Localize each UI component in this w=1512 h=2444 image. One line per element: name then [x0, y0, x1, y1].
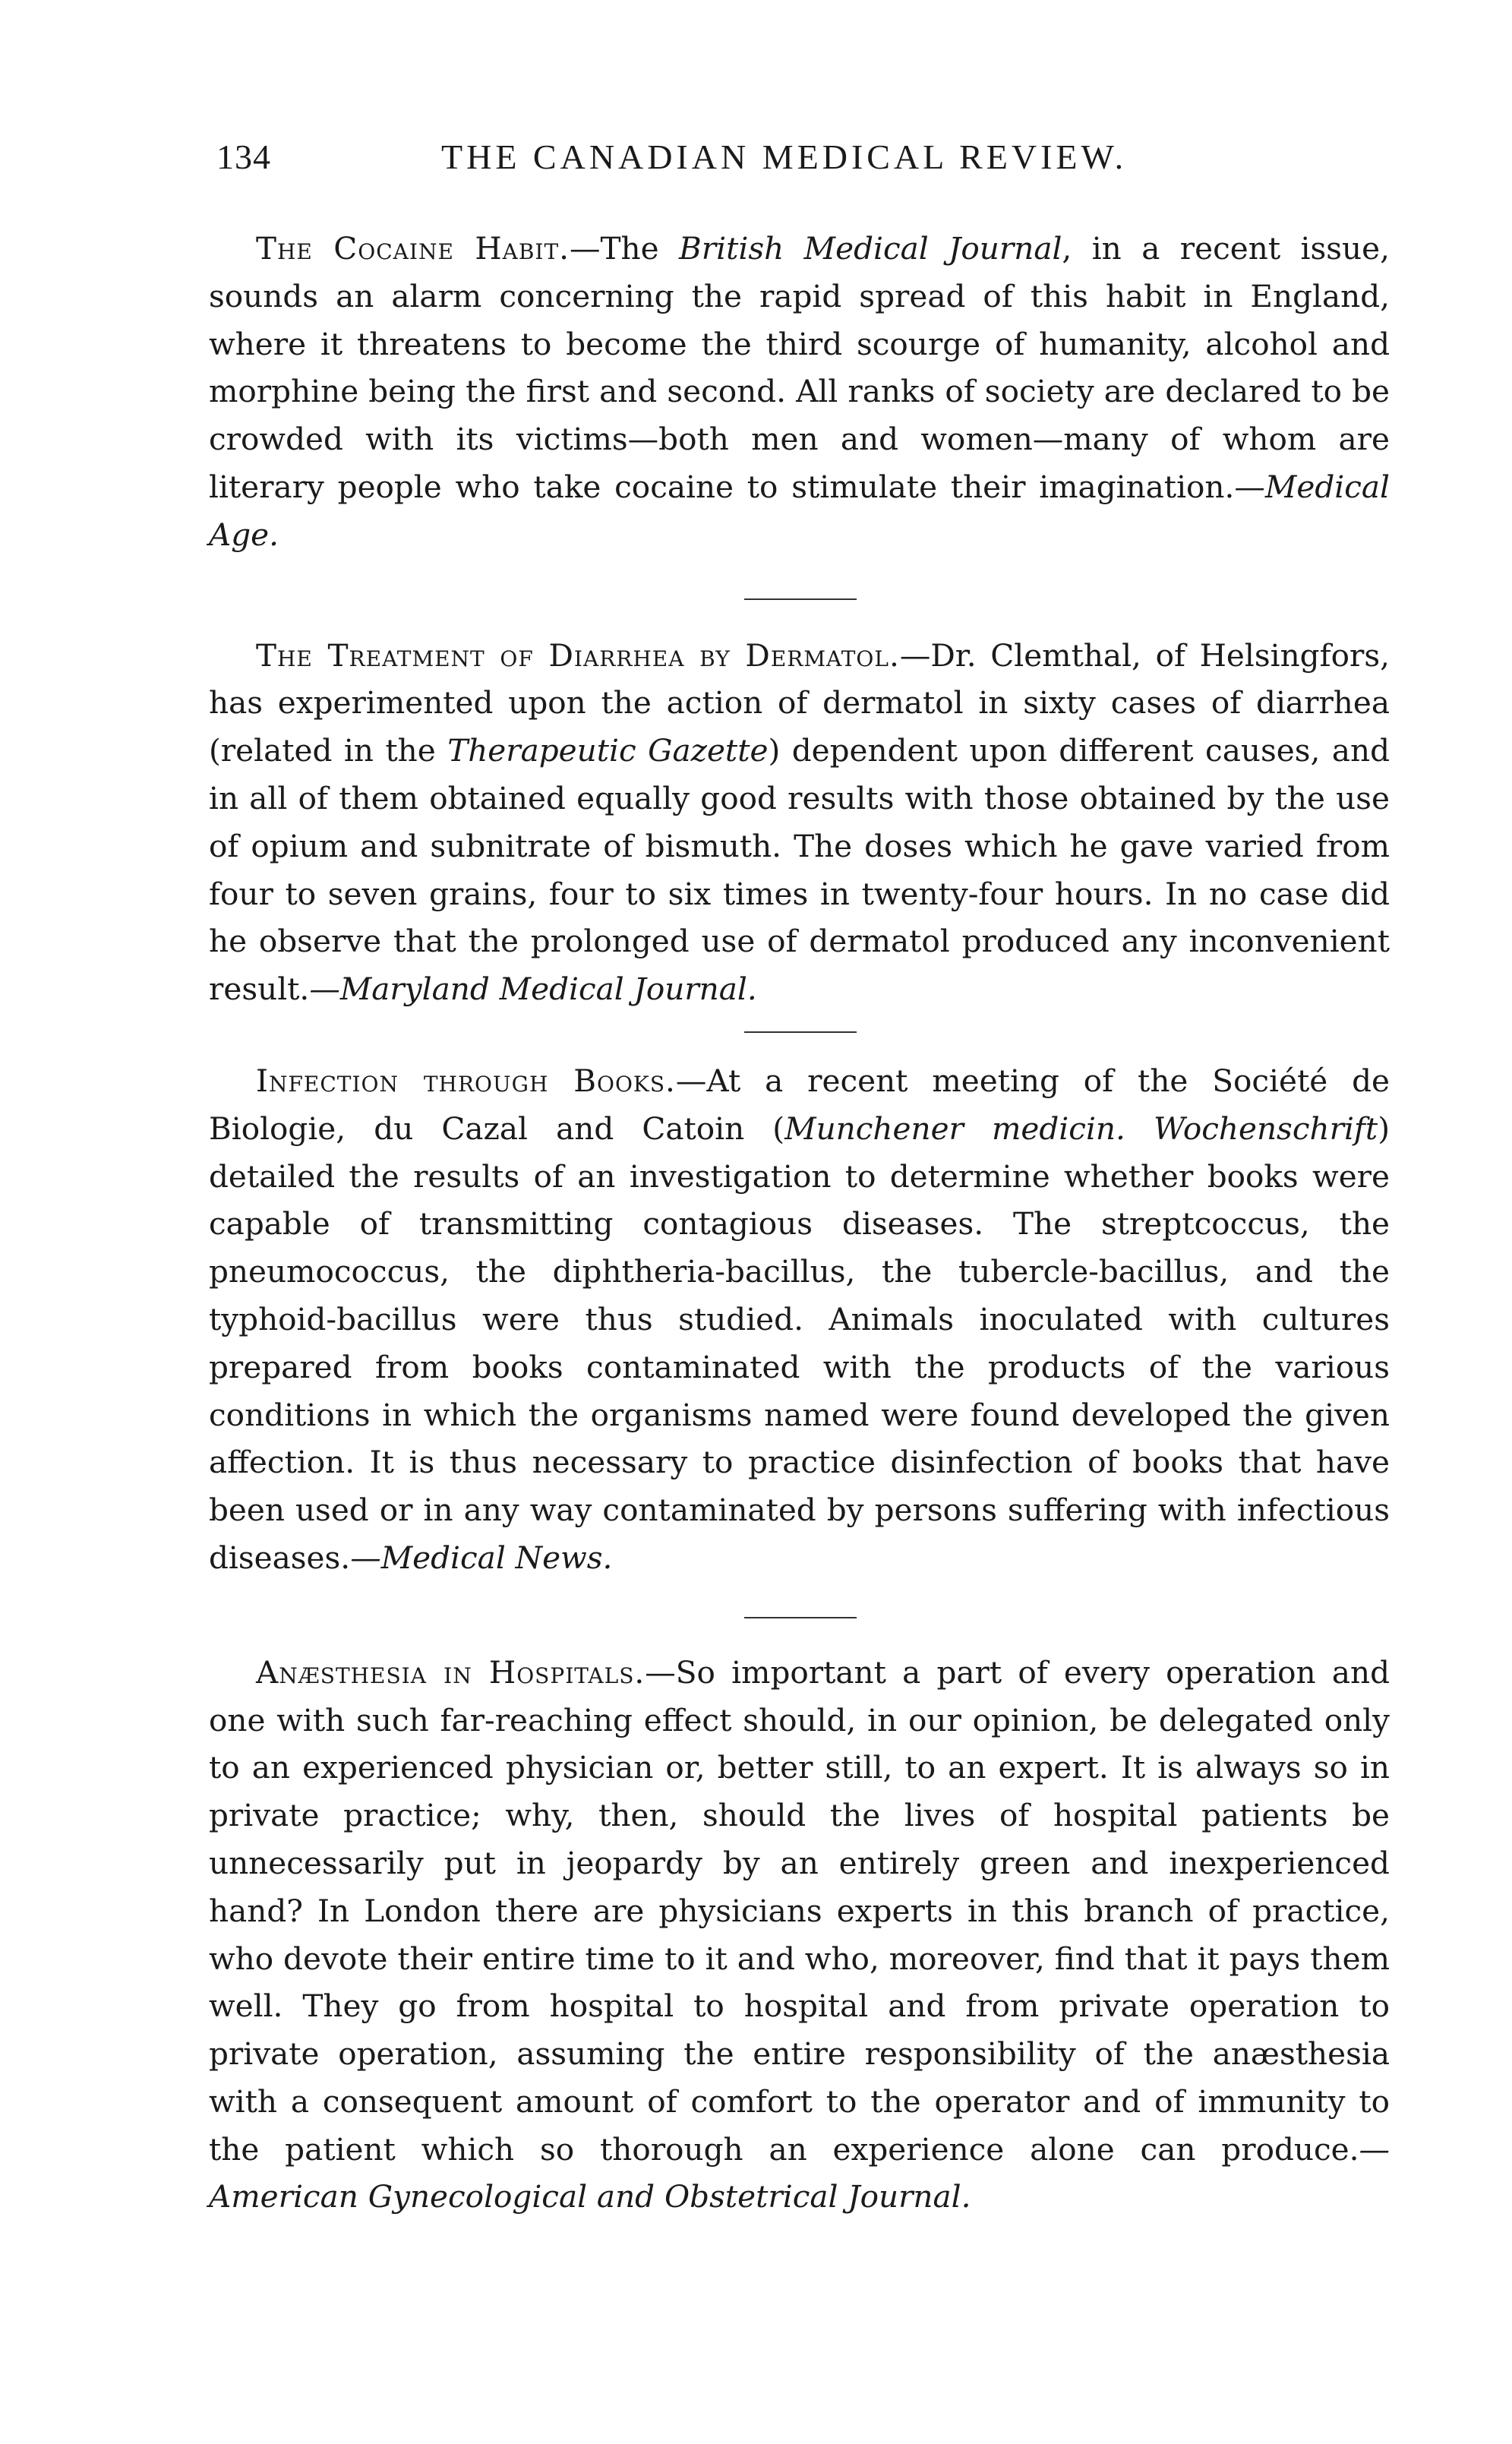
article-body: ) dependent upon different causes, and in all of them obtained equally good results with those obtained by the use of opium and subnitrate of bismuth. The doses which he gave varied from four to seven grains, four to six times in twenty-four hours. In no case did he observe that the prolonged use of dermatol produced any inconvenient result. — [209, 732, 1390, 1008]
article-title: The Cocaine Habit. — [256, 230, 570, 267]
attribution: —Medical Age. — [209, 468, 1390, 553]
article-lead: —At a recent meeting of the Société de Biologie, du Cazal and Catoin ( — [209, 1062, 1390, 1147]
article-paragraph — [209, 1057, 1390, 1582]
page — [209, 137, 1390, 2221]
page-number: 134 — [216, 137, 271, 176]
article-infection-books — [209, 1057, 1390, 1582]
article-body: , in a recent issue, sounds an alarm concerning the rapid spread of this habit in England, where it threatens to become the third scourge of humanity, alcohol and morphine being the first and second. All ranks of society are declared to be crowded with its victims—both men and women—many of whom are literary people who take cocaine to stimulate their imagination. — [209, 230, 1390, 505]
article-lead: —So important a part of every operation and one with such far-reaching effect should, in our opinion, be delegated only to an experienced physician or, better still, to an expert. It is always so in private practice; why, then, should the lives of hospital patients be unnecessarily put in jeopardy by an entirely green and inexperienced hand? In London there are physicians experts in this branch of practice, who devote their entire time to it and who, moreover, find that it pays them well. They go from hospital to hospital and from private operation to private operation, assuming the entire responsibility of the anæsthesia with a consequent amount of comfort to the operator and of immunity to the patient which so thorough an experience alone can produce. — [209, 1653, 1390, 2168]
attribution: —Maryland Medical Journal. — [309, 971, 757, 1008]
article-paragraph — [209, 225, 1390, 559]
attribution: —American Gynecological and Obstetrical Journal. — [209, 2130, 1390, 2215]
article-title: The Treatment of Diarrhea by Dermatol. — [256, 636, 900, 674]
journal-title: THE CANADIAN MEDICAL REVIEW. — [441, 137, 1128, 176]
article-cocaine-habit — [209, 225, 1390, 559]
article-paragraph — [209, 632, 1390, 1013]
section-divider — [744, 1617, 857, 1618]
section-divider — [744, 598, 857, 600]
cited-source-title: Therapeutic Gazette — [447, 732, 769, 769]
article-lead: —The — [570, 230, 680, 267]
cited-source-title: Munchener medicin. Wochenschrift — [784, 1110, 1378, 1147]
article-lead: —Dr. Clemthal, of Helsingfors, has experimented upon the action of dermatol in sixty cases of diarrhea (related in the — [209, 636, 1390, 769]
article-body: ) detailed the results of an investigation to determine whether books were capable of transmitting contagious diseases. The streptcoccus, the pneumococcus, the diphtheria-bacillus, the tubercle-bacillus, and the typhoid-bacillus were thus studied. Animals inoculated with cultures prepared from books contaminated with the products of the various conditions in which the organisms named were found developed the given affection. It is thus necessary to practice disinfection of books that have been used or in any way contaminated by persons suffering with infectious diseases. — [209, 1110, 1390, 1576]
article-paragraph — [209, 1649, 1390, 2221]
article-title: Anæsthesia in Hospitals. — [256, 1653, 646, 1691]
article-treatment-diarrhea — [209, 632, 1390, 1013]
attribution: —Medical News. — [350, 1539, 613, 1576]
running-head — [209, 137, 1390, 190]
section-divider — [744, 1031, 857, 1033]
article-title: Infection through Books. — [256, 1062, 676, 1099]
article-anaesthesia-hospitals — [209, 1649, 1390, 2221]
cited-source-title: British Medical Journal — [679, 230, 1062, 267]
